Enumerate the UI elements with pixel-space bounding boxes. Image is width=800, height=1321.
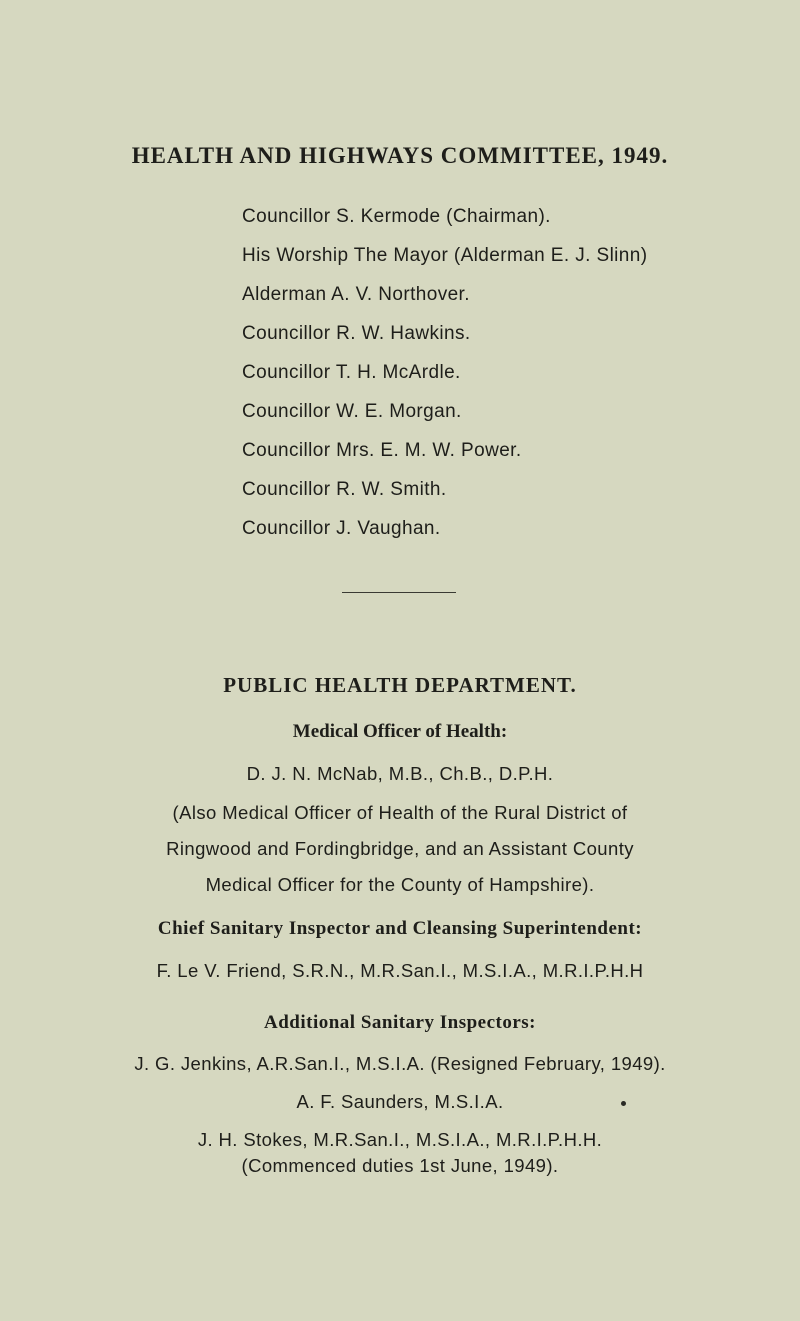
additional-inspector-note: (Commenced duties 1st June, 1949). (241, 1155, 559, 1176)
section-divider (342, 592, 456, 593)
member-line: His Worship The Mayor (Alderman E. J. Slinn) (242, 245, 648, 266)
committee-title: HEALTH AND HIGHWAYS COMMITTEE, 1949. (131, 143, 669, 168)
member-line: Councillor R. W. Smith. (242, 479, 447, 500)
chief-inspector-name: F. Le V. Friend, S.R.N., M.R.San.I., M.S.I.A., M.R.I.P.H.H (156, 960, 644, 981)
additional-inspector-line: J. H. Stokes, M.R.San.I., M.S.I.A., M.R.I.P.H.H. (197, 1129, 603, 1150)
member-line: Alderman A. V. Northover. (242, 284, 470, 305)
member-line: Councillor W. E. Morgan. (242, 401, 462, 422)
medical-officer-note-line: (Also Medical Officer of Health of the Rural District of (172, 802, 628, 823)
medical-officer-note-line: Medical Officer for the County of Hampshire). (205, 874, 595, 895)
member-line: Councillor Mrs. E. M. W. Power. (242, 440, 522, 461)
additional-inspector-line: J. G. Jenkins, A.R.San.I., M.S.I.A. (Resigned February, 1949). (134, 1053, 666, 1074)
member-line: Councillor T. H. McArdle. (242, 362, 461, 383)
additional-inspectors-heading: Additional Sanitary Inspectors: (263, 1012, 537, 1033)
chief-inspector-heading: Chief Sanitary Inspector and Cleansing Superintendent: (157, 918, 643, 939)
medical-officer-name: D. J. N. McNab, M.B., Ch.B., D.P.H. (246, 763, 554, 784)
medical-officer-heading: Medical Officer of Health: (292, 721, 508, 742)
member-line: Councillor R. W. Hawkins. (242, 323, 471, 344)
department-title: PUBLIC HEALTH DEPARTMENT. (223, 673, 577, 697)
member-line: Councillor S. Kermode (Chairman). (242, 206, 551, 227)
ink-speck (621, 1101, 626, 1106)
committee-members-list (242, 197, 647, 548)
additional-inspector-line: A. F. Saunders, M.S.I.A. (296, 1091, 504, 1112)
member-line: Councillor J. Vaughan. (242, 518, 441, 539)
medical-officer-note-line: Ringwood and Fordingbridge, and an Assistant County (166, 838, 634, 859)
